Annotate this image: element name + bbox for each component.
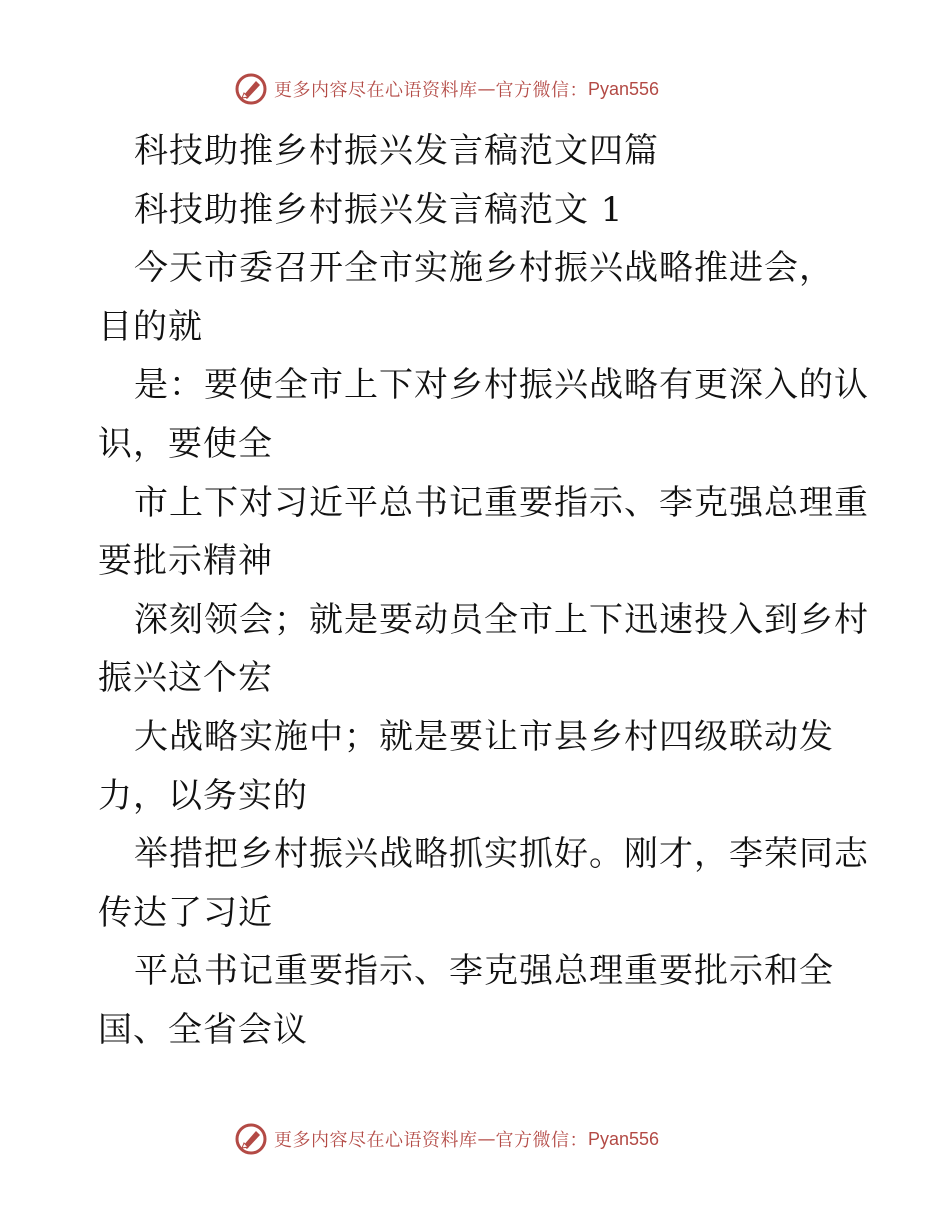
document-line: 科技助推乡村振兴发言稿范文 1 — [134, 189, 624, 230]
document-line: 传达了习近 — [98, 892, 273, 933]
document-body — [98, 122, 869, 1060]
document-line: 振兴这个宏 — [98, 658, 273, 699]
document-line: 国、全省会议 — [98, 1009, 308, 1050]
document-line: 深刻领会；就是要动员全市上下迅速投入到乡村 — [134, 599, 869, 640]
banner-wechat-id: Pyan556 — [588, 1128, 660, 1149]
banner-separator: — — [477, 1128, 496, 1150]
document-line: 今天市委召开全市实施乡村振兴战略推进会， — [134, 248, 834, 289]
banner-wechat-label: 官方微信： — [495, 1130, 588, 1151]
document-line: 科技助推乡村振兴发言稿范文四篇 — [134, 131, 659, 171]
document-line: 市上下对习近平总书记重要指示、李克强总理重 — [134, 482, 869, 523]
document-line: 举措把乡村振兴战略抓实抓好。刚才，李荣同志 — [134, 834, 869, 875]
document-line: 平总书记重要指示、李克强总理重要批示和全 — [134, 951, 834, 992]
banner-separator: — — [477, 78, 496, 100]
banner-title: 更多内容尽在心语资料库 — [274, 80, 478, 101]
document-line: 大战略实施中；就是要让市县乡村四级联动发 — [134, 716, 834, 757]
document-line: 识，要使全 — [98, 423, 273, 464]
header-banner — [234, 72, 659, 106]
banner-wechat-label: 官方微信： — [495, 80, 588, 101]
pen-seal-icon — [234, 72, 268, 106]
document-line: 目的就 — [98, 306, 203, 347]
document-line: 是：要使全市上下对乡村振兴战略有更深入的认 — [134, 365, 869, 406]
banner-wechat-id: Pyan556 — [588, 78, 660, 99]
banner-title: 更多内容尽在心语资料库 — [274, 1130, 478, 1151]
footer-banner — [234, 1122, 659, 1156]
pen-seal-icon — [234, 1122, 268, 1156]
document-line: 要批示精神 — [98, 541, 273, 582]
document-line: 力，以务实的 — [98, 775, 308, 816]
